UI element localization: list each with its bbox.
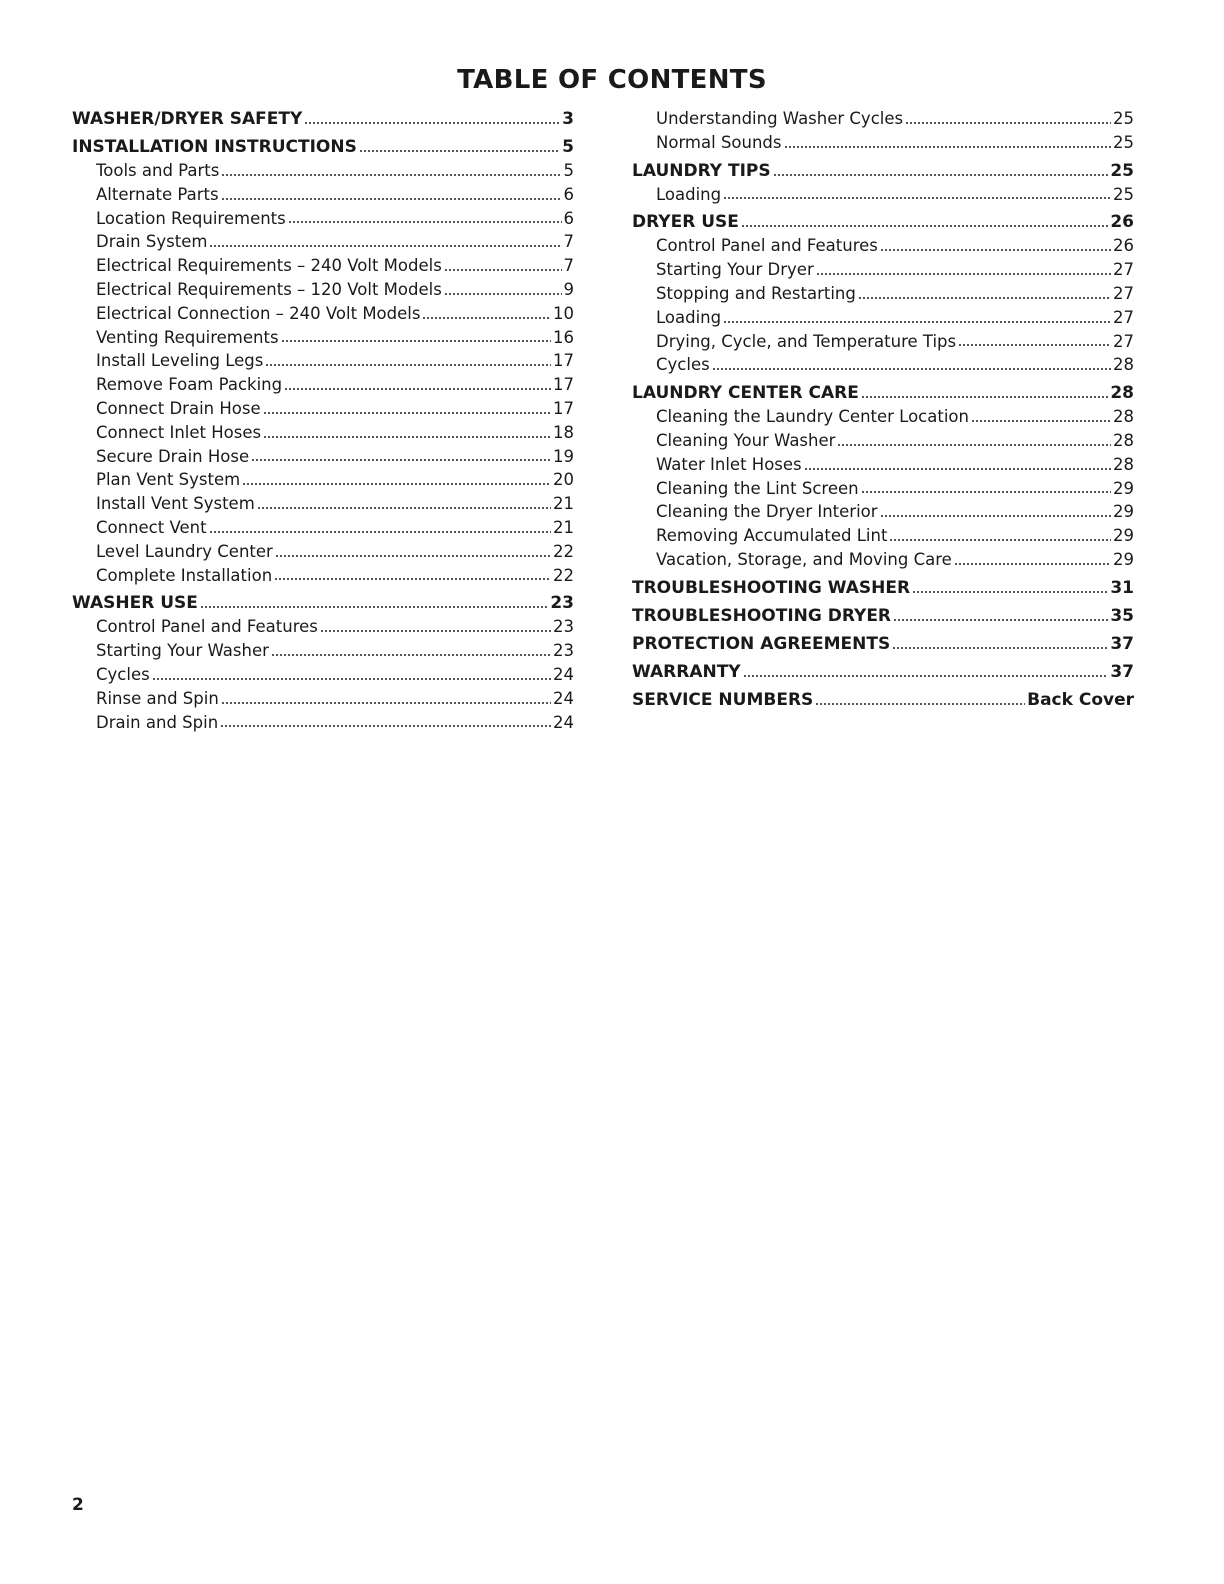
dot-leader	[251, 452, 551, 462]
toc-entry-title: Location Requirements	[96, 208, 286, 228]
toc-entry-title: Complete Installation	[96, 565, 273, 585]
toc-entry-title: Cleaning the Lint Screen	[656, 478, 859, 498]
toc-entry-title: DRYER USE	[632, 212, 739, 233]
toc-entry-venting-requirements	[72, 326, 574, 350]
dot-leader	[741, 218, 1108, 228]
dot-leader	[861, 389, 1108, 399]
dot-leader	[858, 290, 1111, 300]
toc-entry-title: LAUNDRY TIPS	[632, 160, 771, 181]
toc-entry-page: 23	[553, 617, 574, 637]
toc-entry-water-inlet-hoses	[632, 453, 1134, 477]
toc-entry-page: 25	[1113, 109, 1134, 128]
toc-entry-page: 5	[562, 137, 574, 157]
toc-entry-title: Venting Requirements	[96, 327, 279, 347]
toc-entry-connect-drain-hose	[72, 397, 574, 421]
dot-leader	[200, 599, 548, 609]
toc-entry-page: 23	[553, 641, 574, 661]
toc-entry-title: Understanding Washer Cycles	[656, 109, 904, 128]
toc-entry-page: 17	[553, 375, 574, 395]
toc-entry-secure-drain-hose	[72, 445, 574, 469]
toc-entry-control-panel-and-features	[632, 234, 1134, 258]
toc-entry-title: Connect Inlet Hoses	[96, 422, 262, 442]
toc-entry-title: Removing Accumulated Lint	[656, 526, 888, 546]
toc-entry-page: 29	[1113, 549, 1134, 569]
toc-entry-page: 3	[562, 109, 574, 129]
toc-entry-laundry-tips	[632, 159, 1134, 183]
dot-leader	[912, 584, 1108, 594]
toc-entry-warranty	[632, 660, 1134, 684]
toc-entry-page: 29	[1113, 502, 1134, 522]
toc-entry-control-panel-and-features	[72, 615, 574, 639]
toc-entry-remove-foam-packing	[72, 373, 574, 397]
toc-entry-drain-and-spin	[72, 711, 574, 735]
dot-leader	[712, 361, 1111, 371]
dot-leader	[242, 476, 551, 486]
toc-entry-page: 35	[1110, 605, 1134, 626]
dot-leader	[773, 167, 1109, 177]
toc-entry-page: 37	[1110, 661, 1134, 682]
toc-entry-title: Drying, Cycle, and Temperature Tips	[656, 331, 957, 351]
toc-entry-install-vent-system	[72, 492, 574, 516]
toc-entry-tools-and-parts	[72, 159, 574, 183]
toc-entry-installation-instructions	[72, 135, 574, 159]
toc-entry-title: Cleaning the Dryer Interior	[656, 502, 878, 522]
toc-entry-title: TROUBLESHOOTING WASHER	[632, 577, 911, 598]
toc-entry-title: Control Panel and Features	[656, 236, 878, 256]
toc-entry-title: WASHER USE	[72, 593, 198, 614]
toc-entry-page: 6	[563, 208, 574, 228]
dot-leader	[221, 191, 562, 201]
toc-entry-alternate-parts	[72, 183, 574, 207]
toc-entry-page: 6	[563, 184, 574, 204]
toc-entry-page: 20	[553, 470, 574, 490]
dot-leader	[220, 718, 551, 728]
toc-entry-title: Starting Your Washer	[96, 641, 269, 661]
toc-entry-title: Plan Vent System	[96, 470, 241, 490]
toc-entry-title: Drain System	[96, 232, 208, 252]
toc-entry-title: PROTECTION AGREEMENTS	[632, 633, 891, 654]
toc-entry-page: 7	[563, 256, 574, 276]
toc-entry-normal-sounds	[632, 131, 1134, 155]
toc-entry-cleaning-the-laundry-center-location	[632, 405, 1134, 429]
toc-right-column	[632, 107, 1134, 712]
toc-entry-title: Electrical Connection – 240 Volt Models	[96, 303, 421, 323]
dot-leader	[263, 405, 551, 415]
toc-entry-title: WASHER/DRYER SAFETY	[72, 109, 303, 129]
toc-entry-connect-vent	[72, 516, 574, 540]
dot-leader	[288, 214, 562, 224]
toc-entry-title: Stopping and Restarting	[656, 283, 856, 303]
toc-entry-page: 24	[553, 688, 574, 708]
page-number: 2	[72, 1495, 84, 1515]
dot-leader	[784, 139, 1112, 149]
toc-entry-page: 28	[1113, 355, 1134, 375]
dot-leader	[958, 337, 1111, 347]
toc-entry-page: 21	[553, 494, 574, 514]
dot-leader	[723, 314, 1111, 324]
dot-leader	[265, 357, 551, 367]
toc-entry-page: 27	[1113, 283, 1134, 303]
dot-leader	[284, 381, 551, 391]
toc-entry-page: 7	[563, 232, 574, 252]
toc-entry-title: Control Panel and Features	[96, 617, 318, 637]
dot-leader	[954, 556, 1111, 566]
toc-entry-page: 26	[1113, 236, 1134, 256]
toc-entry-title: Cleaning Your Washer	[656, 430, 836, 450]
toc-entry-starting-your-dryer	[632, 258, 1134, 282]
dot-leader	[263, 429, 551, 439]
dot-leader	[221, 695, 551, 705]
dot-leader	[281, 333, 551, 343]
toc-entry-page: 29	[1113, 478, 1134, 498]
toc-entry-page: 10	[553, 303, 574, 323]
toc-entry-page: Back Cover	[1027, 689, 1134, 710]
toc-entry-page: 27	[1113, 260, 1134, 280]
toc-entry-page: 24	[553, 712, 574, 732]
toc-entry-page: 26	[1110, 212, 1134, 233]
dot-leader	[893, 612, 1108, 622]
toc-entry-title: Tools and Parts	[96, 161, 220, 180]
toc-entry-page: 25	[1110, 160, 1134, 181]
toc-entry-title: Connect Drain Hose	[96, 398, 261, 418]
toc-entry-title: LAUNDRY CENTER CARE	[632, 383, 859, 404]
dot-leader	[892, 640, 1108, 650]
dot-leader	[905, 115, 1111, 125]
toc-entry-page: 24	[553, 664, 574, 684]
toc-entry-title: Cycles	[656, 355, 710, 375]
toc-entry-title: Electrical Requirements – 120 Volt Models	[96, 279, 442, 299]
toc-entry-page: 17	[553, 398, 574, 418]
toc-entry-title: WARRANTY	[632, 661, 741, 682]
toc-entry-title: Connect Vent	[96, 517, 207, 537]
dot-leader	[444, 286, 562, 296]
toc-entry-title: Cycles	[96, 664, 150, 684]
toc-entry-page: 28	[1113, 430, 1134, 450]
toc-entry-page: 17	[553, 351, 574, 371]
dot-leader	[209, 524, 551, 534]
toc-entry-troubleshooting-washer	[632, 576, 1134, 600]
toc-entry-page: 28	[1113, 454, 1134, 474]
toc-entry-title: Level Laundry Center	[96, 541, 273, 561]
dot-leader	[444, 262, 562, 272]
toc-entry-page: 37	[1110, 633, 1134, 654]
dot-leader	[837, 437, 1111, 447]
toc-entry-title: Water Inlet Hoses	[656, 454, 802, 474]
toc-entry-page: 27	[1113, 307, 1134, 327]
toc-entry-level-laundry-center	[72, 540, 574, 564]
toc-entry-page: 9	[563, 279, 574, 299]
toc-entry-protection-agreements	[632, 632, 1134, 656]
toc-entry-title: Secure Drain Hose	[96, 446, 250, 466]
dot-leader	[152, 671, 551, 681]
toc-entry-electrical-requirements-240-volt-models	[72, 254, 574, 278]
dot-leader	[804, 461, 1111, 471]
toc-entry-troubleshooting-dryer	[632, 604, 1134, 628]
toc-entry-title: Remove Foam Packing	[96, 375, 283, 395]
toc-entry-dryer-use	[632, 210, 1134, 234]
toc-entry-title: Install Vent System	[96, 494, 255, 514]
dot-leader	[816, 266, 1111, 276]
dot-leader	[861, 484, 1111, 494]
dot-leader	[274, 571, 551, 581]
toc-entry-title: Electrical Requirements – 240 Volt Models	[96, 256, 442, 276]
dot-leader	[359, 143, 560, 153]
toc-entry-understanding-washer-cycles	[632, 107, 1134, 131]
toc-entry-title: Starting Your Dryer	[656, 260, 814, 280]
toc-entry-drain-system	[72, 230, 574, 254]
toc-entry-title: Cleaning the Laundry Center Location	[656, 407, 969, 427]
toc-entry-page: 16	[553, 327, 574, 347]
dot-leader	[971, 413, 1111, 423]
dot-leader	[889, 532, 1111, 542]
toc-entry-page: 27	[1113, 331, 1134, 351]
toc-entry-plan-vent-system	[72, 468, 574, 492]
toc-entry-page: 25	[1113, 132, 1134, 152]
toc-entry-install-leveling-legs	[72, 349, 574, 373]
toc-entry-starting-your-washer	[72, 639, 574, 663]
toc-entry-washer-dryer-safety	[72, 107, 574, 131]
toc-entry-title: SERVICE NUMBERS	[632, 689, 814, 710]
toc-entry-page: 19	[553, 446, 574, 466]
toc-entry-page: 23	[550, 593, 574, 614]
toc-entry-title: Loading	[656, 307, 722, 327]
toc-entry-title: Normal Sounds	[656, 132, 782, 152]
dot-leader	[743, 668, 1109, 678]
toc-left-column	[72, 107, 574, 734]
toc-entry-vacation-storage-and-moving-care	[632, 548, 1134, 572]
toc-entry-loading	[632, 183, 1134, 207]
dot-leader	[275, 548, 551, 558]
dot-leader	[880, 242, 1111, 252]
toc-entry-page: 21	[553, 517, 574, 537]
page-title: TABLE OF CONTENTS	[457, 65, 767, 95]
toc-entry-cycles	[632, 353, 1134, 377]
toc-entry-page: 28	[1113, 407, 1134, 427]
dot-leader	[320, 623, 551, 633]
toc-entry-location-requirements	[72, 207, 574, 231]
toc-entry-electrical-requirements-120-volt-models	[72, 278, 574, 302]
toc-entry-stopping-and-restarting	[632, 282, 1134, 306]
toc-entry-page: 31	[1110, 577, 1134, 598]
toc-entry-rinse-and-spin	[72, 687, 574, 711]
toc-entry-title: Vacation, Storage, and Moving Care	[656, 549, 952, 569]
toc-entry-cleaning-your-washer	[632, 429, 1134, 453]
dot-leader	[304, 115, 560, 125]
toc-entry-washer-use	[72, 591, 574, 615]
toc-entry-page: 28	[1110, 383, 1134, 404]
dot-leader	[880, 508, 1111, 518]
toc-entry-page: 25	[1113, 184, 1134, 204]
dot-leader	[221, 167, 561, 177]
toc-entry-title: TROUBLESHOOTING DRYER	[632, 605, 892, 626]
toc-entry-title: Alternate Parts	[96, 184, 219, 204]
dot-leader	[209, 238, 561, 248]
toc-entry-title: Loading	[656, 184, 722, 204]
toc-entry-title: Rinse and Spin	[96, 688, 219, 708]
toc-entry-drying-cycle-and-temperature-tips	[632, 330, 1134, 354]
toc-entry-page: 5	[563, 161, 574, 180]
toc-entry-title: Install Leveling Legs	[96, 351, 264, 371]
toc-entry-connect-inlet-hoses	[72, 421, 574, 445]
toc-entry-cycles	[72, 663, 574, 687]
dot-leader	[257, 500, 551, 510]
toc-entry-page: 22	[553, 565, 574, 585]
toc-entry-cleaning-the-lint-screen	[632, 477, 1134, 501]
toc-entry-page: 18	[553, 422, 574, 442]
toc-entry-page: 22	[553, 541, 574, 561]
toc-entry-service-numbers	[632, 688, 1134, 712]
dot-leader	[723, 190, 1111, 200]
toc-entry-title: INSTALLATION INSTRUCTIONS	[72, 137, 357, 157]
toc-entry-laundry-center-care	[632, 381, 1134, 405]
toc-entry-page: 29	[1113, 526, 1134, 546]
toc-entry-cleaning-the-dryer-interior	[632, 500, 1134, 524]
dot-leader	[271, 647, 551, 657]
toc-entry-loading	[632, 306, 1134, 330]
dot-leader	[815, 696, 1025, 706]
toc-entry-electrical-connection-240-volt-models	[72, 302, 574, 326]
toc-entry-complete-installation	[72, 564, 574, 588]
toc-entry-title: Drain and Spin	[96, 712, 219, 732]
toc-entry-removing-accumulated-lint	[632, 524, 1134, 548]
dot-leader	[422, 310, 551, 320]
